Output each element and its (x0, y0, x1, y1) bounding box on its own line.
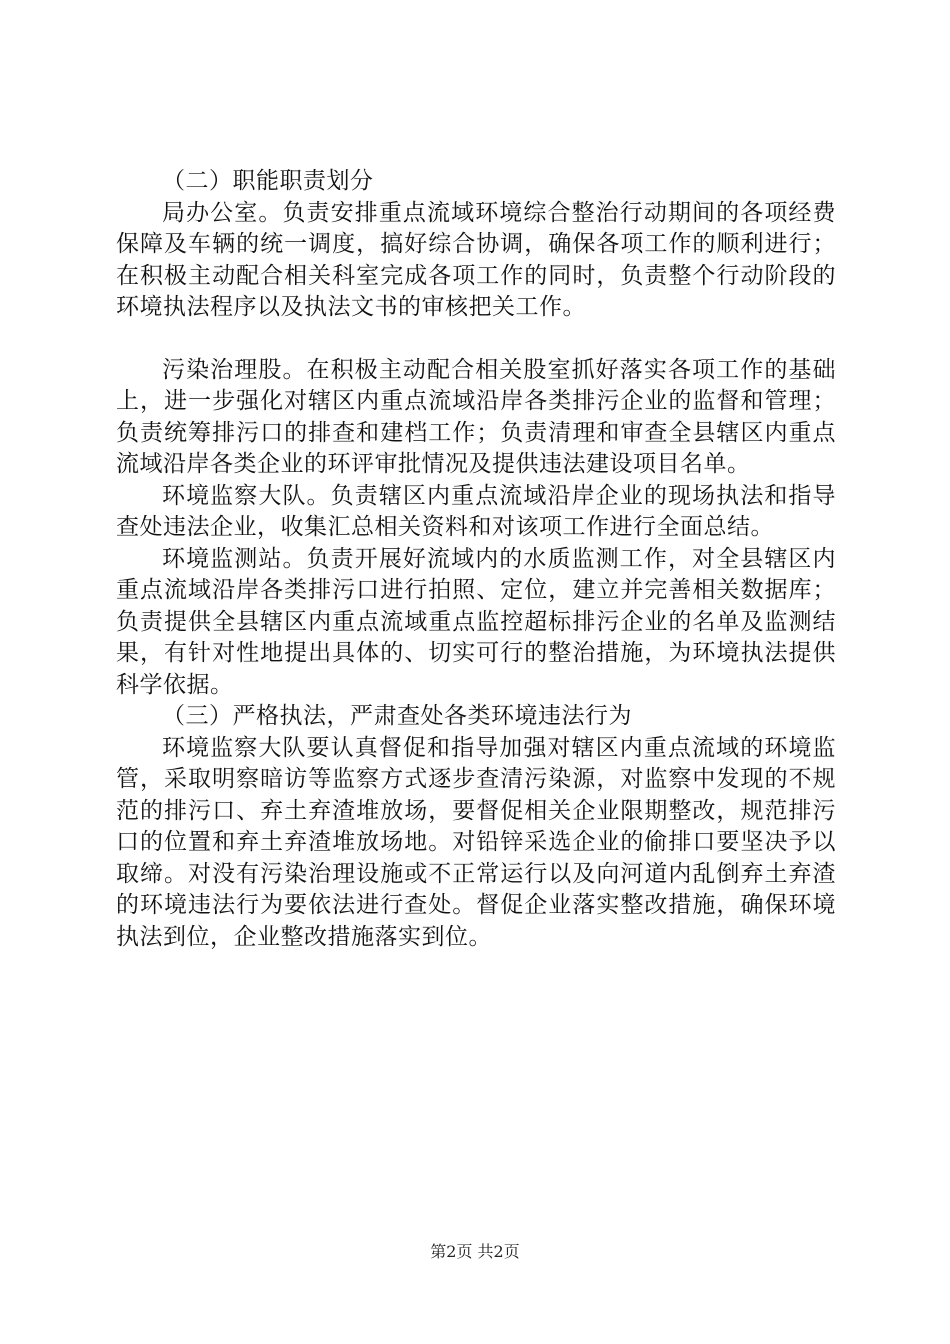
section-heading-enforcement: （三）严格执法，严肃查处各类环境违法行为 (162, 703, 632, 729)
section-heading-functions: （二）职能职责划分 (162, 168, 374, 194)
page-footer: 第2页 共2页 (430, 1242, 520, 1261)
paragraph-pollution-control: 污染治理股。在积极主动配合相关股室抓好落实各项工作的基础上，进一步强化对辖区内重点流域沿岸各类排污企业的监督和管理；负责统筹排污口的排查和建档工作；负责清理和审查全县辖区内重点流域沿岸各类企业的环评审批情况及提供违法建设项目名单。 (116, 356, 836, 477)
paragraph-enforcement: 环境监察大队要认真督促和指导加强对辖区内重点流域的环境监管，采取明察暗访等监察方式逐步查清污染源，对监察中发现的不规范的排污口、弃土弃渣堆放场，要督促相关企业限期整改，规范排污口的位置和弃土弃渣堆放场地。对铅锌采选企业的偷排口要坚决予以取缔。对没有污染治理设施或不正常运行以及向河道内乱倒弃土弃渣的环境违法行为要依法进行查处。督促企业落实整改措施，确保环境执法到位，企业整改措施落实到位。 (116, 734, 836, 950)
paragraph-monitoring-station: 环境监测站。负责开展好流域内的水质监测工作，对全县辖区内重点流域沿岸各类排污口进行拍照、定位，建立并完善相关数据库；负责提供全县辖区内重点流域重点监控超标排污企业的名单及监测结果，有针对性地提出具体的、切实可行的整治措施，为环境执法提供科学依据。 (116, 545, 836, 698)
paragraph-office: 局办公室。负责安排重点流域环境综合整治行动期间的各项经费保障及车辆的统一调度，搞好综合协调，确保各项工作的顺利进行；在积极主动配合相关科室完成各项工作的同时，负责整个行动阶段的环境执法程序以及执法文书的审核把关工作。 (116, 199, 836, 320)
document-body (116, 166, 836, 953)
paragraph-inspection-brigade: 环境监察大队。负责辖区内重点流域沿岸企业的现场执法和指导查处违法企业，收集汇总相关资料和对该项工作进行全面总结。 (116, 482, 836, 540)
